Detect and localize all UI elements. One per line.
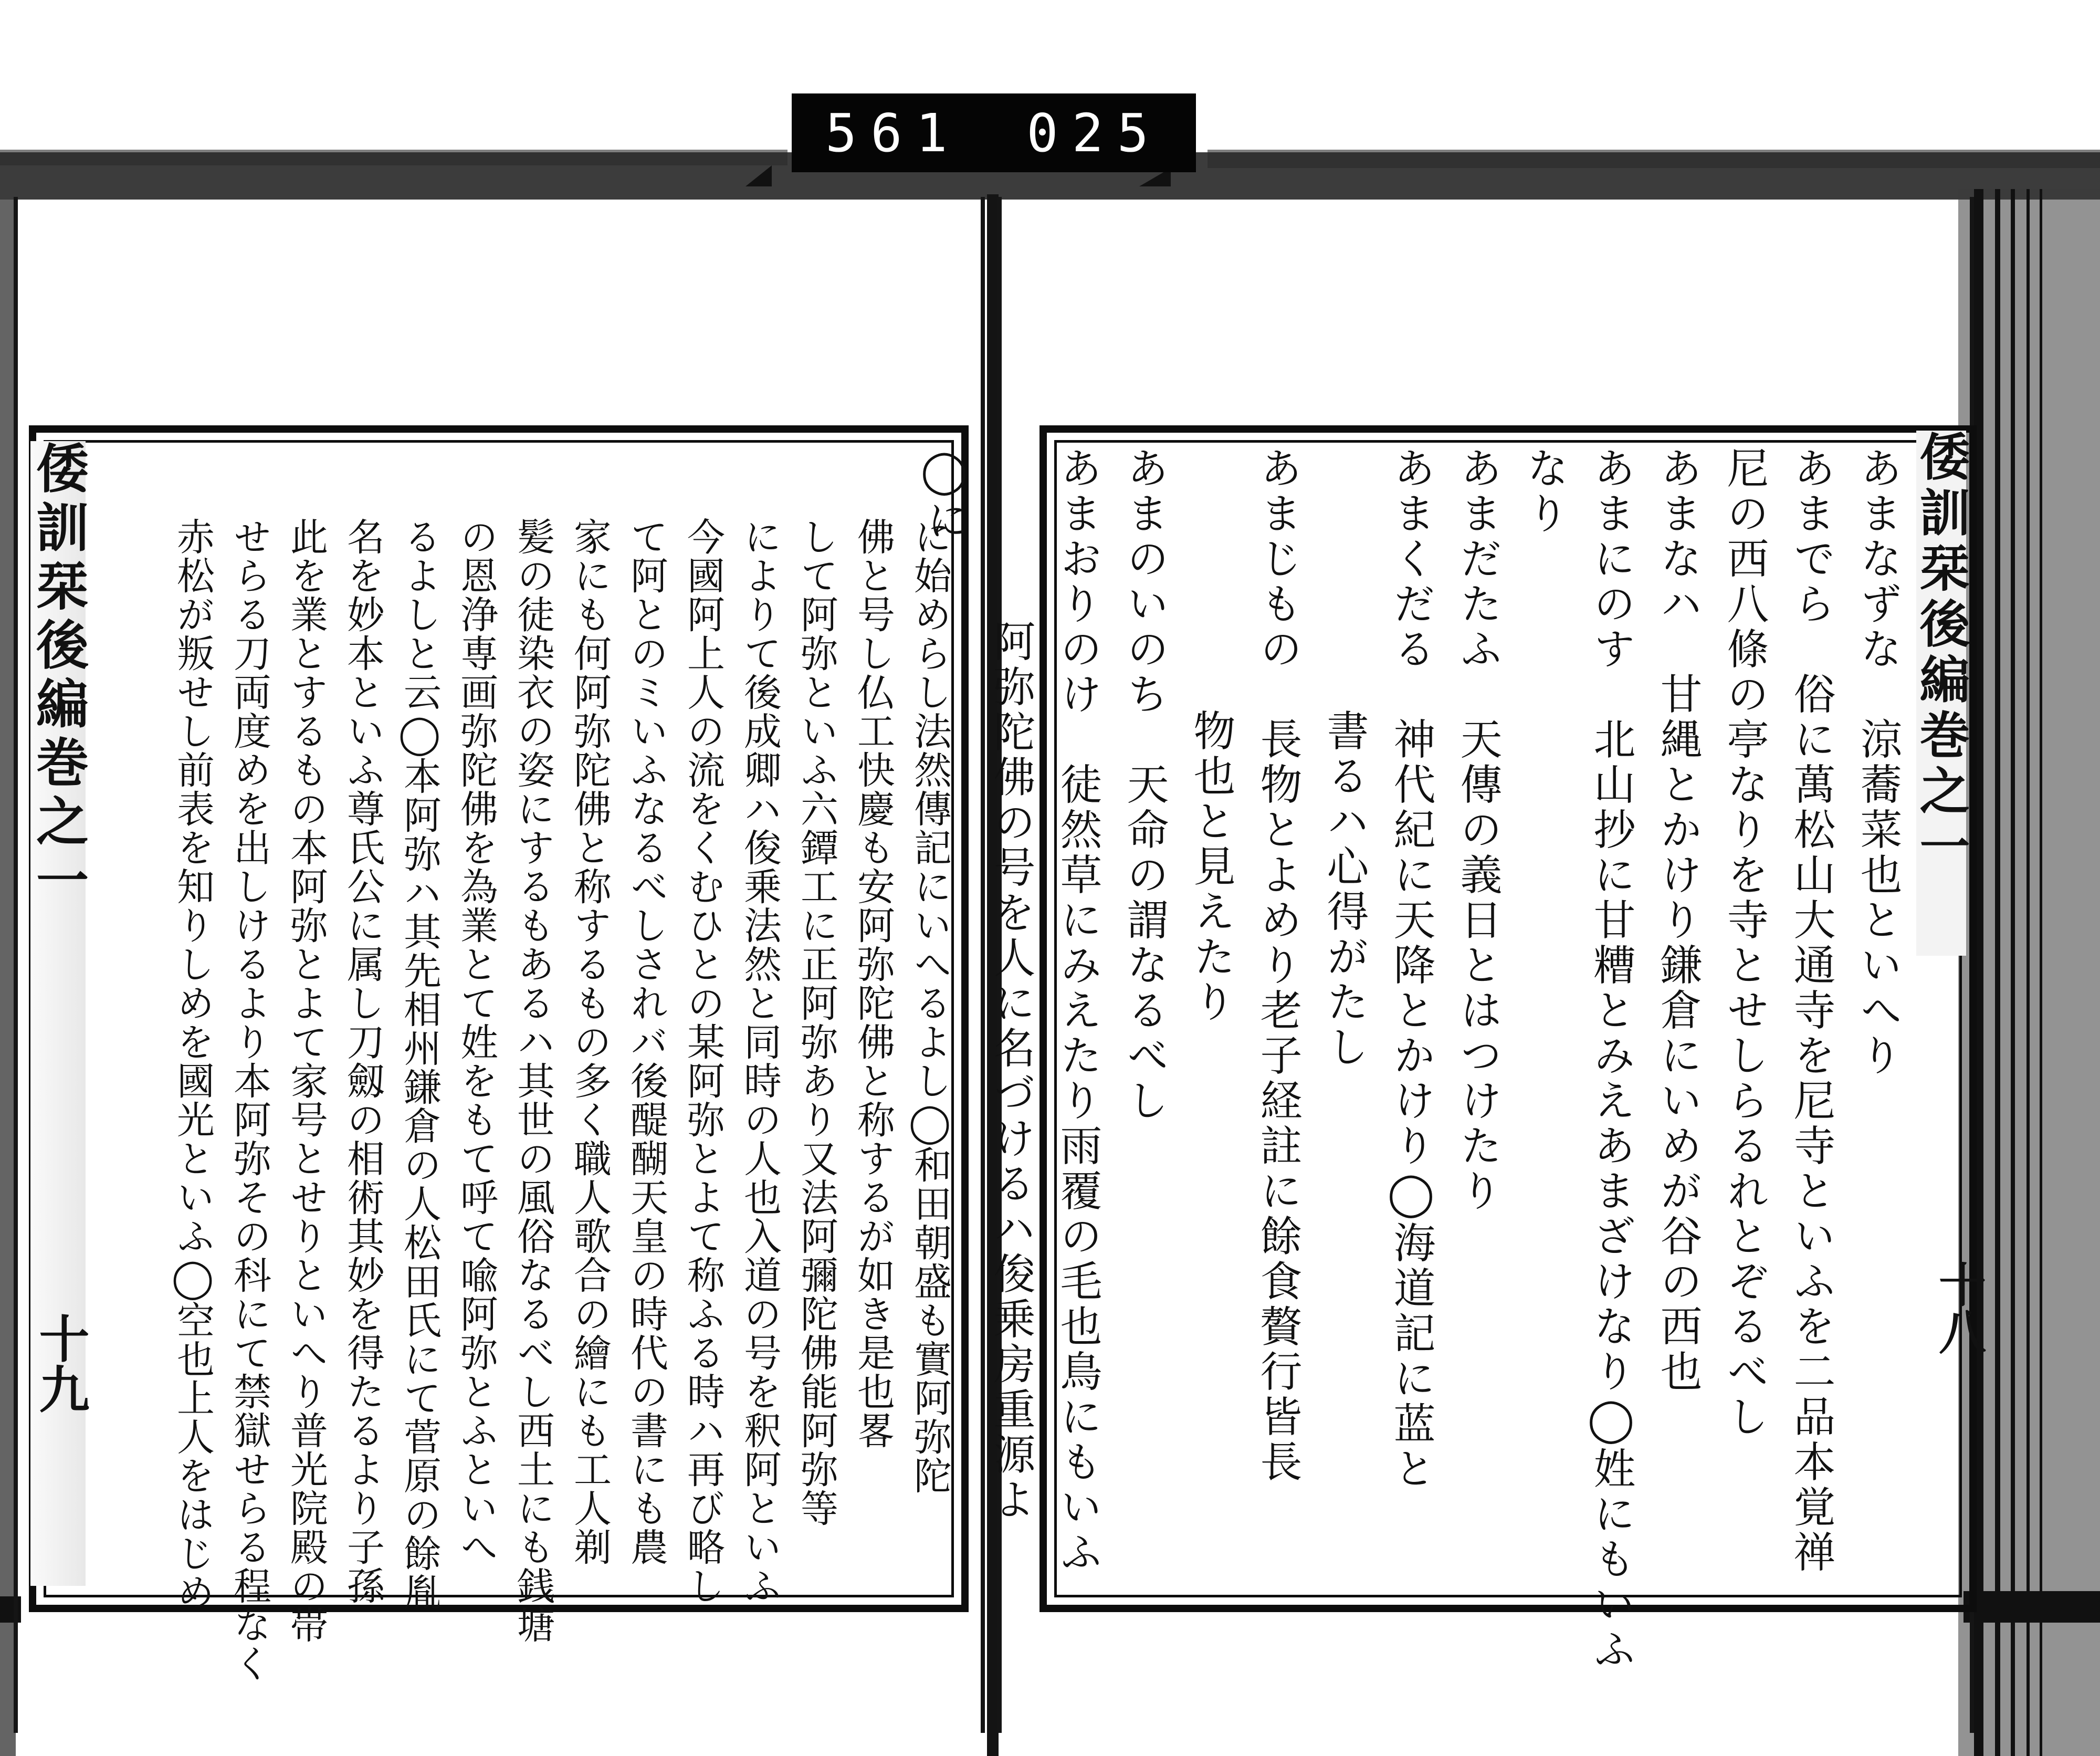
text-column: 佛と号し仏工快慶も安阿弥陀佛と称するが如き是也畧 <box>851 517 895 1450</box>
text-column: ◯に <box>920 446 969 543</box>
text-column: 名を妙本といふ尊氏公に属し刀劔の相術其妙を得たるより子孫 <box>341 517 385 1605</box>
left-page-text <box>100 517 958 1683</box>
stamp-left-number: 561 <box>825 102 961 164</box>
text-column: あまだたふ 天傳の義日とはつけたり <box>1453 446 1502 1214</box>
text-column: あまなずな 涼蕎菜也といへり <box>1853 446 1902 1079</box>
text-column: して阿弥といふ六鐔工に正阿弥あり又法阿彌陀佛能阿弥等 <box>794 517 838 1528</box>
text-column: るよしと云◯本阿弥ハ其先相州鎌倉の人松田氏にて菅原の餘胤 <box>397 517 442 1612</box>
text-column: 此を業とするもの本阿弥とよて家号とせりといへり普光院殿の帯 <box>284 517 328 1644</box>
text-column: 家にも何阿弥陀佛と称するもの多く職人歌合の繪にも工人剃 <box>568 517 612 1566</box>
left-page-number: 十九 <box>31 1313 90 1414</box>
text-column: 物也と見えたり <box>1186 709 1235 1025</box>
text-column: あまにのす 北山抄に甘糟とみえあまざけなり◯姓にもいふ <box>1587 446 1635 1673</box>
text-column: 阿弥陀佛の号を人に名づけるハ俊乗房重源よ <box>986 620 1035 1523</box>
left-page-title: 倭訓栞後編巻之一 <box>30 441 86 1586</box>
text-column: なり <box>1520 446 1569 537</box>
text-column: て阿とのミいふなるべしされバ後醍醐天皇の時代の書にも農 <box>624 517 668 1566</box>
text-column: 今國阿上人の流をくむひとの某阿弥とよて称ふる時ハ再び略し <box>681 517 725 1605</box>
text-column: あまくだる 神代紀に天降とかけり◯海道記に蓝と <box>1387 446 1435 1492</box>
text-column: によりて後成卿ハ俊乗法然と同時の人也入道の号を釈阿といふ <box>738 517 782 1605</box>
stamp-right-number: 025 <box>1026 102 1162 164</box>
text-column: あまでら 俗に萬松山大通寺を尼寺といふを二品本覚禅 <box>1787 446 1835 1575</box>
text-column: せらる刀両度めを出しけるより本阿弥その科にて禁獄せらる程なく <box>227 517 271 1683</box>
text-column: 書るハ心得がたし <box>1320 709 1369 1070</box>
text-column: に始めらし法然傳記にいへるよし◯和田朝盛も實阿弥陀 <box>908 517 952 1495</box>
right-page-header: 倭訓栞後編巻之一 <box>1916 431 1966 956</box>
text-column: 髪の徒染衣の姿にするもあるハ其世の風俗なるべし西土にも銭塘 <box>511 517 555 1644</box>
text-column: あまなハ 甘縄とかけり鎌倉にいめが谷の西也 <box>1653 446 1702 1395</box>
text-column: 尼の西八條の亭なりを寺とせしらるれとぞるべし <box>1720 446 1769 1440</box>
text-column: あまおりのけ 徒然草にみえたり雨覆の毛也鳥にもいふ <box>1053 446 1102 1575</box>
right-page-number: 十八 <box>1930 1260 1986 1355</box>
text-column: の恩浄専画弥陀佛を為業とて姓をもて呼て喩阿弥とふといへ <box>454 517 498 1566</box>
text-column: あまのいのち 天命の謂なるべし <box>1120 446 1169 1124</box>
text-column: あまじもの 長物とよめり老子経註に餘食贅行皆長 <box>1253 446 1302 1485</box>
archive-stamp <box>792 93 1196 172</box>
text-column: 赤松が叛せし前表を知りしめを國光といふ◯空也上人をはじめ <box>171 517 215 1612</box>
